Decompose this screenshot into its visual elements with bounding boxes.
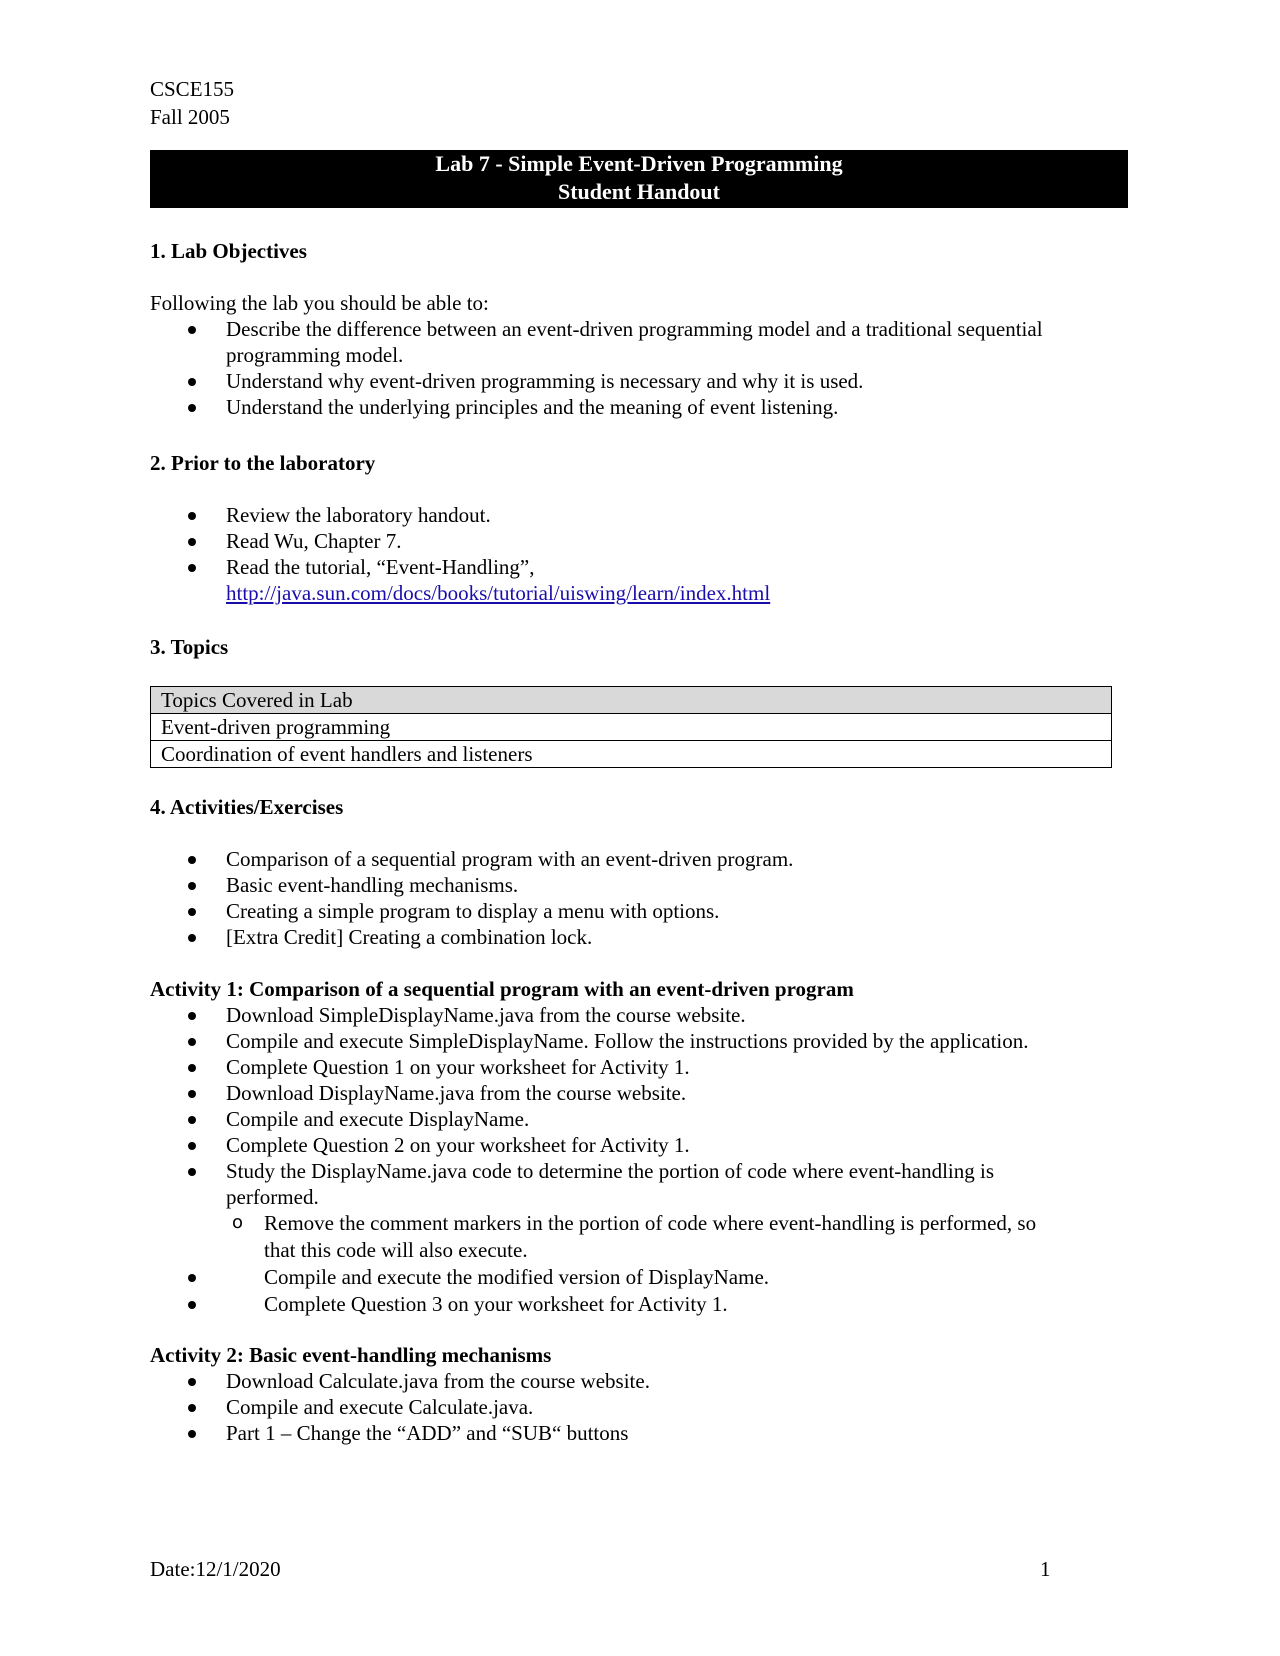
objective-1-line2: programming model. <box>226 343 404 367</box>
course-code: CSCE155 <box>150 77 235 101</box>
term: Fall 2005 <box>150 105 230 129</box>
bullet-icon <box>188 1274 198 1284</box>
list-item: Comparison of a sequential program with an event-driven program. <box>226 847 794 871</box>
bullet-icon <box>188 1301 198 1311</box>
bullet-icon <box>188 1430 198 1440</box>
bullet-icon <box>188 1168 198 1178</box>
objectives-intro: Following the lab you should be able to: <box>150 291 489 315</box>
study-line-2: performed. <box>226 1185 319 1209</box>
bullet-icon <box>188 538 198 548</box>
bullet-icon <box>188 1116 198 1126</box>
tutorial-link[interactable]: http://java.sun.com/docs/books/tutorial/uiswing/learn/index.html <box>226 581 771 605</box>
list-item: Compile and execute SimpleDisplayName. Follow the instructions provided by the application. <box>226 1029 1029 1053</box>
list-item: Compile and execute the modified version of DisplayName. <box>264 1265 770 1289</box>
list-item: Part 1 – Change the “ADD” and “SUB“ buttons <box>226 1421 629 1445</box>
list-item: Download SimpleDisplayName.java from the course website. <box>226 1003 746 1027</box>
footer-date: Date:12/1/2020 <box>150 1557 281 1581</box>
prior-item-3: Read the tutorial, “Event-Handling”, <box>226 555 535 579</box>
list-item: Download DisplayName.java from the course website. <box>226 1081 687 1105</box>
bullet-icon <box>188 512 198 522</box>
bullet-icon <box>188 1012 198 1022</box>
bullet-icon <box>188 1378 198 1388</box>
objective-1-line1: Describe the difference between an event-driven programming model and a traditional sequential <box>226 317 1043 341</box>
objective-2: Understand why event-driven programming is necessary and why it is used. <box>226 369 864 393</box>
section-heading-prior: 2. Prior to the laboratory <box>150 451 376 475</box>
title-banner <box>150 150 1128 208</box>
bullet-icon <box>188 856 198 866</box>
sub-bullet-marker: o <box>232 1212 244 1233</box>
list-item: Complete Question 1 on your worksheet for Activity 1. <box>226 1055 690 1079</box>
table-row: Event-driven programming <box>151 714 1112 741</box>
page-number: 1 <box>1040 1557 1051 1581</box>
activity-1-heading: Activity 1: Comparison of a sequential program with an event-driven program <box>150 977 854 1001</box>
bullet-icon <box>188 1038 198 1048</box>
section-heading-objectives: 1. Lab Objectives <box>150 239 307 263</box>
list-item: Compile and execute Calculate.java. <box>226 1395 534 1419</box>
bullet-icon <box>188 1064 198 1074</box>
list-item: Basic event-handling mechanisms. <box>226 873 519 897</box>
list-item: Complete Question 3 on your worksheet for Activity 1. <box>264 1292 728 1316</box>
bullet-icon <box>188 1090 198 1100</box>
activity-2-heading: Activity 2: Basic event-handling mechanisms <box>150 1343 552 1367</box>
bullet-icon <box>188 326 198 336</box>
list-item: Complete Question 2 on your worksheet for Activity 1. <box>226 1133 690 1157</box>
section-heading-activities: 4. Activities/Exercises <box>150 795 344 819</box>
bullet-icon <box>188 564 198 574</box>
list-item: Creating a simple program to display a menu with options. <box>226 899 720 923</box>
section-heading-topics: 3. Topics <box>150 635 229 659</box>
bullet-icon <box>188 404 198 414</box>
bullet-icon <box>188 1404 198 1414</box>
topics-table <box>150 686 1112 768</box>
table-row: Coordination of event handlers and listeners <box>151 741 1112 768</box>
handout-subtitle: Student Handout <box>557 179 720 204</box>
sub-item-line-2: that this code will also execute. <box>264 1238 528 1262</box>
topics-table-header: Topics Covered in Lab <box>151 687 1112 714</box>
list-item: [Extra Credit] Creating a combination lock. <box>226 925 593 949</box>
bullet-icon <box>188 1142 198 1152</box>
list-item: Compile and execute DisplayName. <box>226 1107 530 1131</box>
prior-item-1: Review the laboratory handout. <box>226 503 491 527</box>
objective-3: Understand the underlying principles and the meaning of event listening. <box>226 395 839 419</box>
sub-item-line-1: Remove the comment markers in the portion of code where event-handling is performed, so <box>264 1211 1037 1235</box>
prior-item-2: Read Wu, Chapter 7. <box>226 529 402 553</box>
study-line-1: Study the DisplayName.java code to determine the portion of code where event-handling is <box>226 1159 995 1183</box>
bullet-icon <box>188 378 198 388</box>
lab-title: Lab 7 - Simple Event-Driven Programming <box>435 151 843 176</box>
bullet-icon <box>188 934 198 944</box>
bullet-icon <box>188 908 198 918</box>
list-item: Download Calculate.java from the course website. <box>226 1369 650 1393</box>
bullet-icon <box>188 882 198 892</box>
